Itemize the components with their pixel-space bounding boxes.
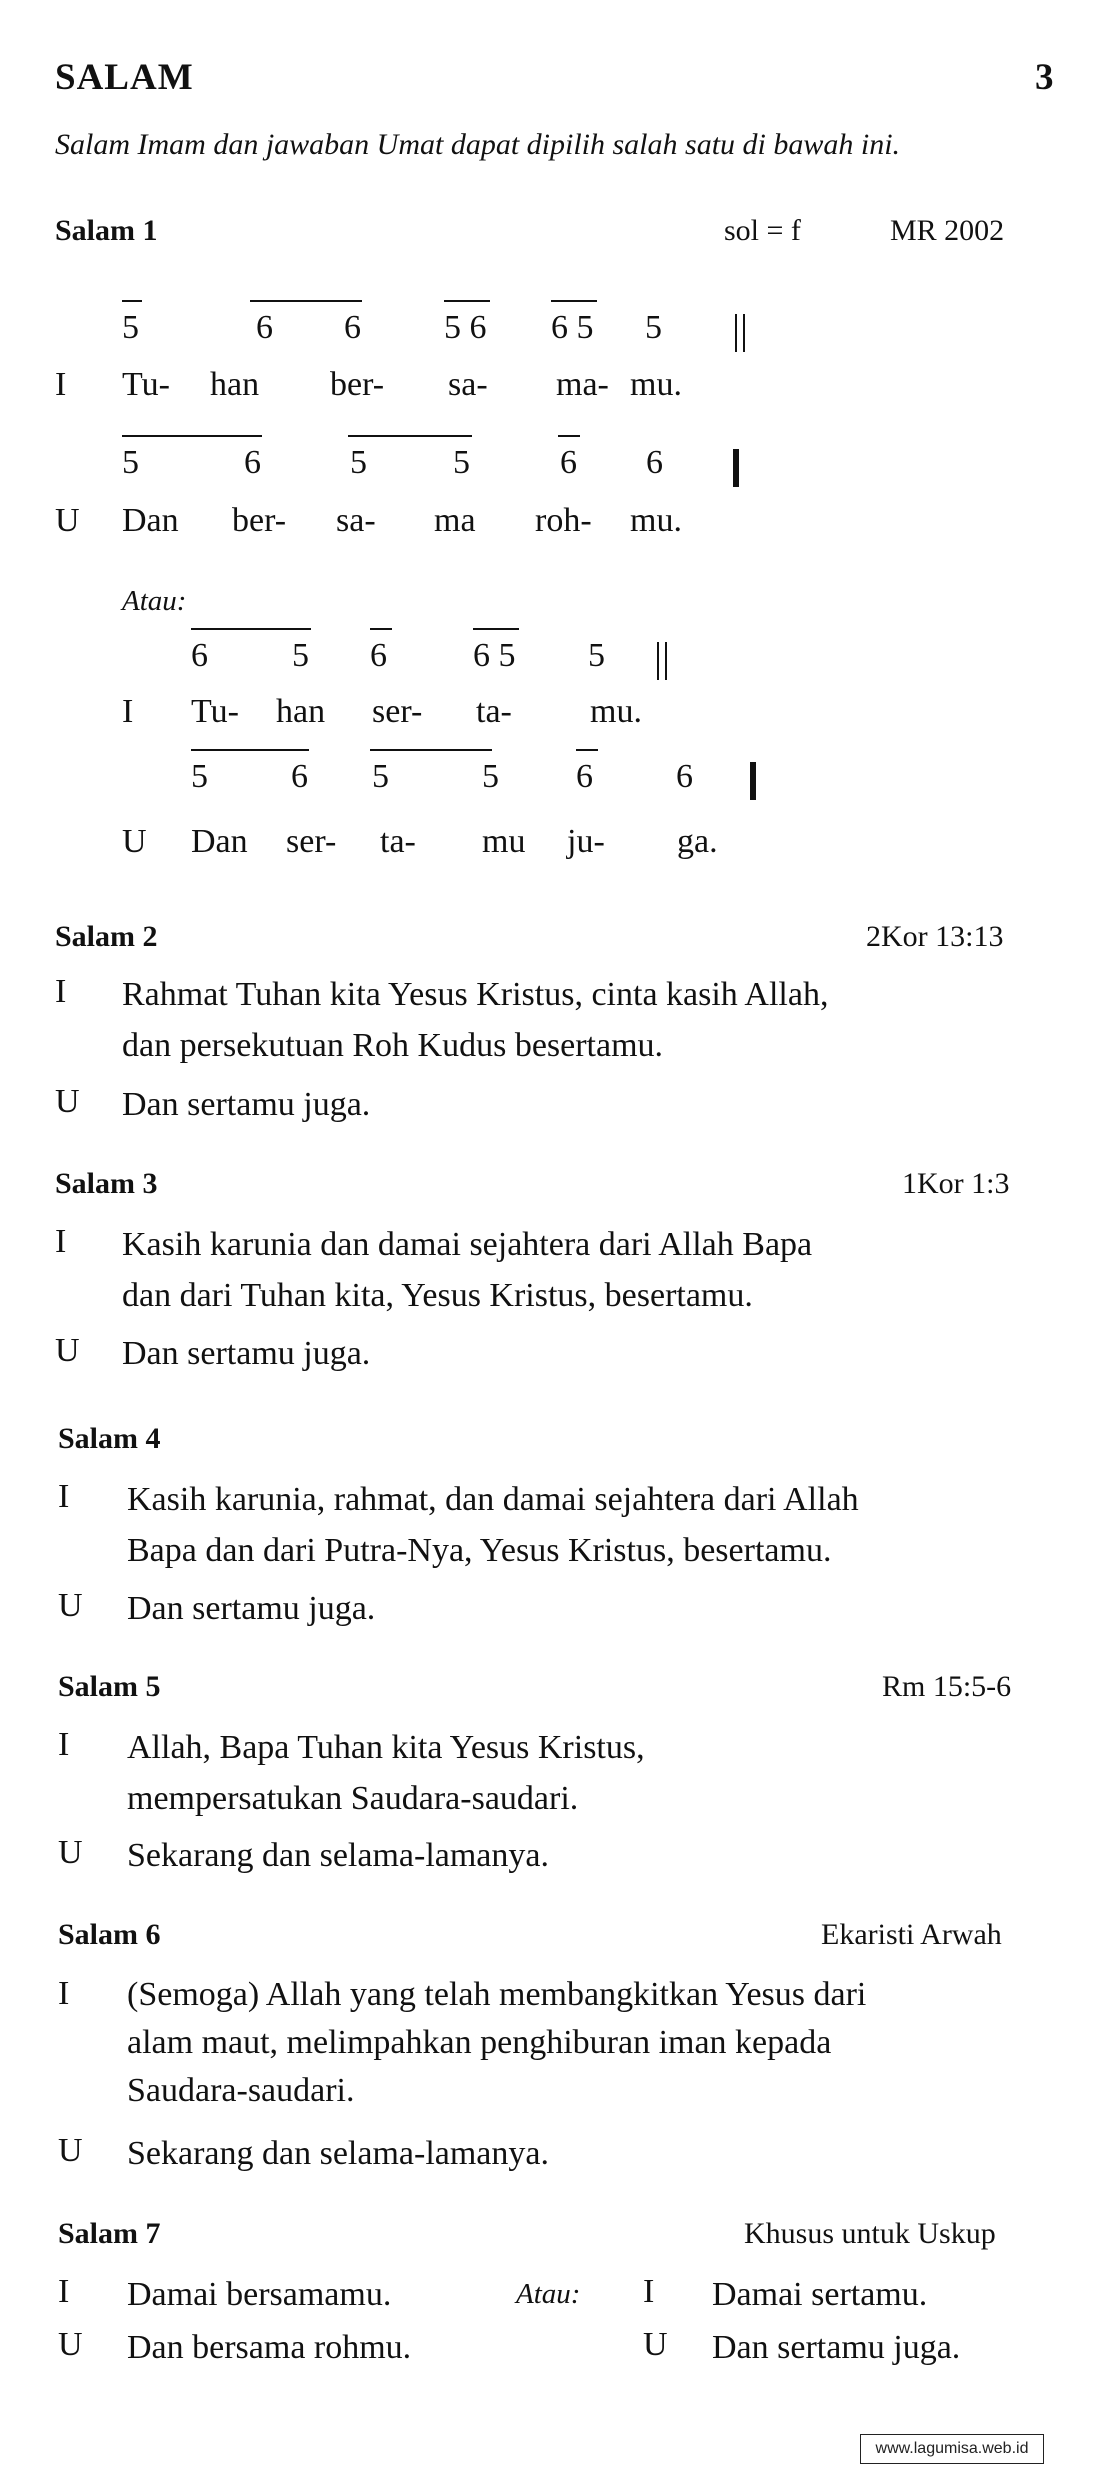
note: 5 [350,444,367,481]
role-imam: I [58,2273,70,2310]
note: 6 [370,637,387,674]
role-imam: I [122,693,134,730]
role-umat: U [55,1083,80,1120]
syllable: Tu- [191,693,239,730]
note: 6 [291,758,308,795]
syllable: ju- [567,823,605,860]
role-imam: I [58,1726,70,1763]
role-imam: I [643,2273,655,2310]
syllable: sa- [336,502,376,539]
note-overline [370,628,392,630]
watermark-label: www.lagumisa.web.id [860,2434,1044,2464]
final-barline [733,449,739,487]
syllable: ser- [372,693,423,730]
syllable: han [210,366,260,403]
salam7-alt-umat-text: Dan sertamu juga. [712,2329,961,2366]
note-overline [444,300,490,302]
note: 5 [372,758,389,795]
note: 5 6 [444,309,487,346]
syllable: han [276,693,326,730]
syllable: Dan [191,823,248,860]
role-umat: U [58,1834,83,1871]
note: 5 [292,637,309,674]
note-overline [250,300,362,302]
syllable: roh- [535,502,592,539]
syllable: ta- [380,823,416,860]
salam2-imam-text: Rahmat Tuhan kita Yesus Kristus, cinta kasih Allah, dan persekutuan Roh Kudus besertamu. [122,976,829,1064]
salam6-heading: Salam 6 [58,1918,161,1951]
salam4-imam-text: Kasih karunia, rahmat, dan damai sejahtera dari Allah Bapa dan dari Putra-Nya, Yesus Kristus, besertamu. [127,1481,859,1569]
barline [665,642,667,680]
syllable: Dan [122,502,179,539]
note: 6 [256,309,273,346]
note: 5 [191,758,208,795]
note: 5 [122,444,139,481]
salam6-imam-text: (Semoga) Allah yang telah membangkitkan Yesus dari alam maut, melimpahkan penghiburan iman kepada Saudara-saudari. [127,1976,867,2109]
note: 6 5 [551,309,594,346]
salam5-imam-text: Allah, Bapa Tuhan kita Yesus Kristus, mempersatukan Saudara-saudari. [127,1729,645,1817]
note: 5 [588,637,605,674]
salam5-heading: Salam 5 [58,1670,161,1703]
role-umat: U [122,823,147,860]
note: 6 [676,758,693,795]
syllable: ma [434,502,476,539]
syllable: mu. [630,502,682,539]
syllable: mu [482,823,526,860]
syllable: ta- [476,693,512,730]
salam4-umat-text: Dan sertamu juga. [127,1590,376,1627]
role-umat: U [58,1587,83,1624]
salam4-heading: Salam 4 [58,1422,161,1455]
note-overline [551,300,597,302]
final-barline [750,762,756,800]
syllable: ber- [330,366,385,403]
salam6-umat-text: Sekarang dan selama-lamanya. [127,2135,549,2172]
note-overline [122,435,262,437]
note-overline [122,300,142,302]
salam3-reference: 1Kor 1:3 [902,1167,1010,1200]
note: 5 [453,444,470,481]
page-title: SALAM [55,57,194,98]
syllable: ser- [286,823,337,860]
role-umat: U [55,1332,80,1369]
role-umat: U [58,2132,83,2169]
salam1-key: sol = f [724,214,801,247]
role-umat: U [55,502,80,539]
salam5-umat-text: Sekarang dan selama-lamanya. [127,1837,549,1874]
salam3-umat-text: Dan sertamu juga. [122,1335,371,1372]
salam1-source: MR 2002 [890,214,1005,247]
barline [657,642,659,680]
note-overline [191,749,309,751]
syllable: ma- [556,366,609,403]
salam7-reference: Khusus untuk Uskup [744,2217,996,2250]
note: 5 [482,758,499,795]
role-umat: U [643,2326,668,2363]
alt-label: Atau: [516,2278,581,2310]
salam2-umat-text: Dan sertamu juga. [122,1086,371,1123]
barline [735,314,737,352]
salam3-heading: Salam 3 [55,1167,158,1200]
note-overline [348,435,472,437]
syllable: ga. [677,823,718,860]
syllable: mu. [590,693,642,730]
note-overline [370,749,492,751]
note: 6 [191,637,208,674]
salam7-imam-text: Damai bersamamu. [127,2276,392,2313]
salam7-heading: Salam 7 [58,2217,161,2250]
note: 6 [646,444,663,481]
intro-text: Salam Imam dan jawaban Umat dapat dipilih salah satu di bawah ini. [55,128,901,161]
role-imam: I [55,1223,67,1260]
salam5-reference: Rm 15:5-6 [882,1670,1012,1703]
role-imam: I [58,1975,70,2012]
note: 6 5 [473,637,516,674]
salam7-umat-text: Dan bersama rohmu. [127,2329,412,2366]
role-imam: I [58,1478,70,1515]
syllable: ber- [232,502,287,539]
salam1-heading: Salam 1 [55,214,158,247]
salam7-alt-imam-text: Damai sertamu. [712,2276,928,2313]
note: 6 [560,444,577,481]
alt-label: Atau: [122,585,187,617]
salam6-reference: Ekaristi Arwah [821,1918,1002,1951]
barline [743,314,745,352]
role-umat: U [58,2326,83,2363]
note: 6 [244,444,261,481]
salam3-imam-text: Kasih karunia dan damai sejahtera dari Allah Bapa dan dari Tuhan kita, Yesus Kristus, besertamu. [122,1226,813,1314]
note-overline [558,435,580,437]
role-imam: I [55,366,67,403]
note: 5 [645,309,662,346]
syllable: mu. [630,366,682,403]
salam2-reference: 2Kor 13:13 [866,920,1004,953]
note: 6 [576,758,593,795]
note: 5 [122,309,139,346]
syllable: sa- [448,366,488,403]
page-number: 3 [1035,57,1054,98]
note-overline [191,628,311,630]
salam2-heading: Salam 2 [55,920,158,953]
syllable: Tu- [122,366,170,403]
note-overline [473,628,519,630]
note: 6 [344,309,361,346]
role-imam: I [55,973,67,1010]
note-overline [576,749,598,751]
